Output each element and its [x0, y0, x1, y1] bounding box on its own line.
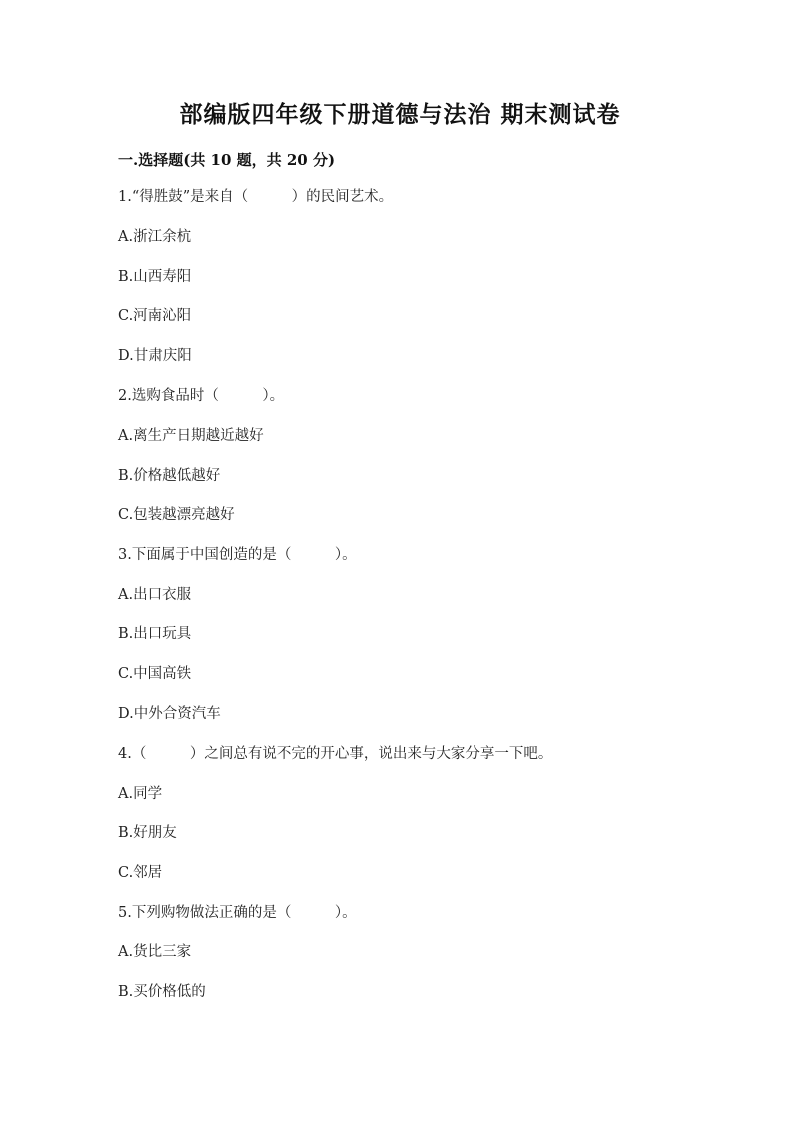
- answer-option: D.中外合资汽车: [118, 706, 221, 722]
- answer-option: A.货比三家: [118, 944, 192, 960]
- question-stem: 4.（ ）之间总有说不完的开心事，说出来与大家分享一下吧。: [118, 746, 553, 762]
- answer-option: A.同学: [118, 786, 163, 802]
- answer-option: B.山西寿阳: [118, 269, 192, 285]
- answer-option: B.出口玩具: [118, 626, 192, 642]
- answer-option: D.甘肃庆阳: [118, 348, 192, 364]
- answer-option: C.包装越漂亮越好: [118, 507, 235, 523]
- answer-option: B.买价格低的: [118, 984, 206, 1000]
- question-stem: 3.下面属于中国创造的是（ ）。: [118, 547, 357, 563]
- answer-option: A.离生产日期越近越好: [118, 428, 264, 444]
- answer-option: B.好朋友: [118, 825, 177, 841]
- question-stem: 1.“得胜鼓”是来自（ ）的民间艺术。: [118, 189, 394, 205]
- answer-option: C.河南沁阳: [118, 308, 192, 324]
- answer-option: B.价格越低越好: [118, 468, 221, 484]
- answer-option: A.出口衣服: [118, 587, 192, 603]
- question-stem: 5.下列购物做法正确的是（ ）。: [118, 905, 357, 921]
- page-title: 部编版四年级下册道德与法治 期末测试卷: [179, 101, 621, 128]
- answer-option: C.中国高铁: [118, 666, 192, 682]
- question-stem: 2.选购食品时（ ）。: [118, 388, 285, 404]
- answer-option: C.邻居: [118, 865, 163, 881]
- section-heading: 一.选择题(共 10 题，共 20 分): [118, 151, 336, 169]
- answer-option: A.浙江余杭: [118, 229, 192, 245]
